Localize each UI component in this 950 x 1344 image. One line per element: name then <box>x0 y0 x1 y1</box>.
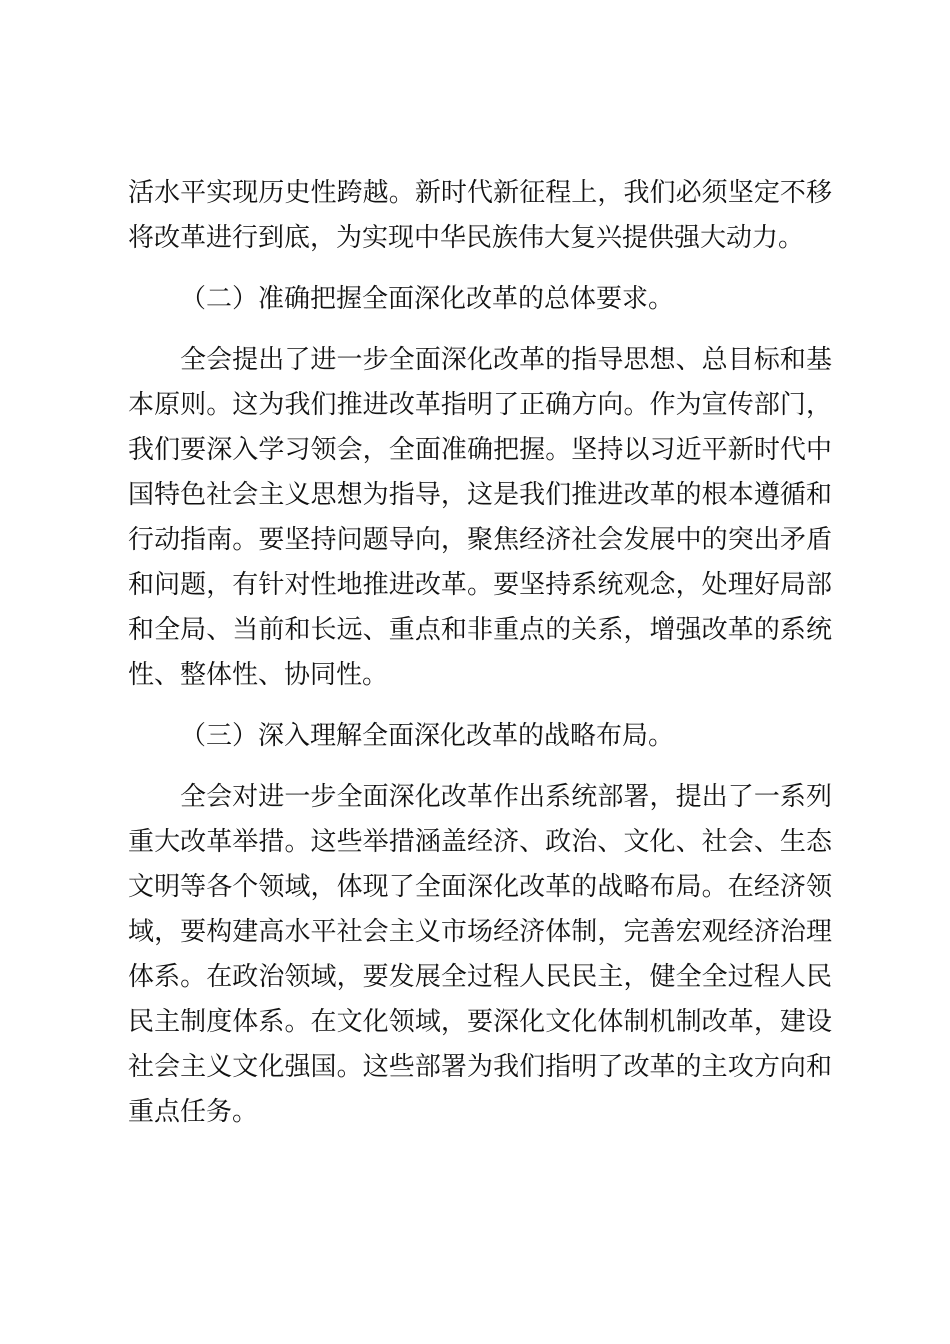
section-heading-3: （三）深入理解全面深化改革的战略布局。 <box>180 721 675 751</box>
section-heading-2: （二）准确把握全面深化改革的总体要求。 <box>180 284 675 314</box>
paragraph-2: 全会提出了进一步全面深化改革的指导思想、总目标和基本原则。这为我们推进改革指明了正确方向。作为宣传部门，我们要深入学习领会，全面准确把握。坚持以习近平新时代中国特色社会主义思想为指导，这是我们推进改革的根本遵循和行动指南。要坚持问题导向，聚焦经济社会发展中的突出矛盾和问题，有针对性地推进改革。要坚持系统观念，处理好局部和全局、当前和长远、重点和非重点的关系，增强改革的系统性、整体性、协同性。 <box>128 345 832 690</box>
paragraph-3: 全会对进一步全面深化改革作出系统部署，提出了一系列重大改革举措。这些举措涵盖经济、政治、文化、社会、生态文明等各个领域，体现了全面深化改革的战略布局。在经济领域，要构建高水平社会主义市场经济体制，完善宏观经济治理体系。在政治领域，要发展全过程人民民主，健全全过程人民民主制度体系。在文化领域，要深化文化体制机制改革，建设社会主义文化强国。这些部署为我们指明了改革的主攻方向和重点任务。 <box>128 782 832 1127</box>
document-page <box>128 171 832 1135</box>
paragraph-continuation: 活水平实现历史性跨越。新时代新征程上，我们必须坚定不移将改革进行到底，为实现中华民族伟大复兴提供强大动力。 <box>128 178 832 253</box>
